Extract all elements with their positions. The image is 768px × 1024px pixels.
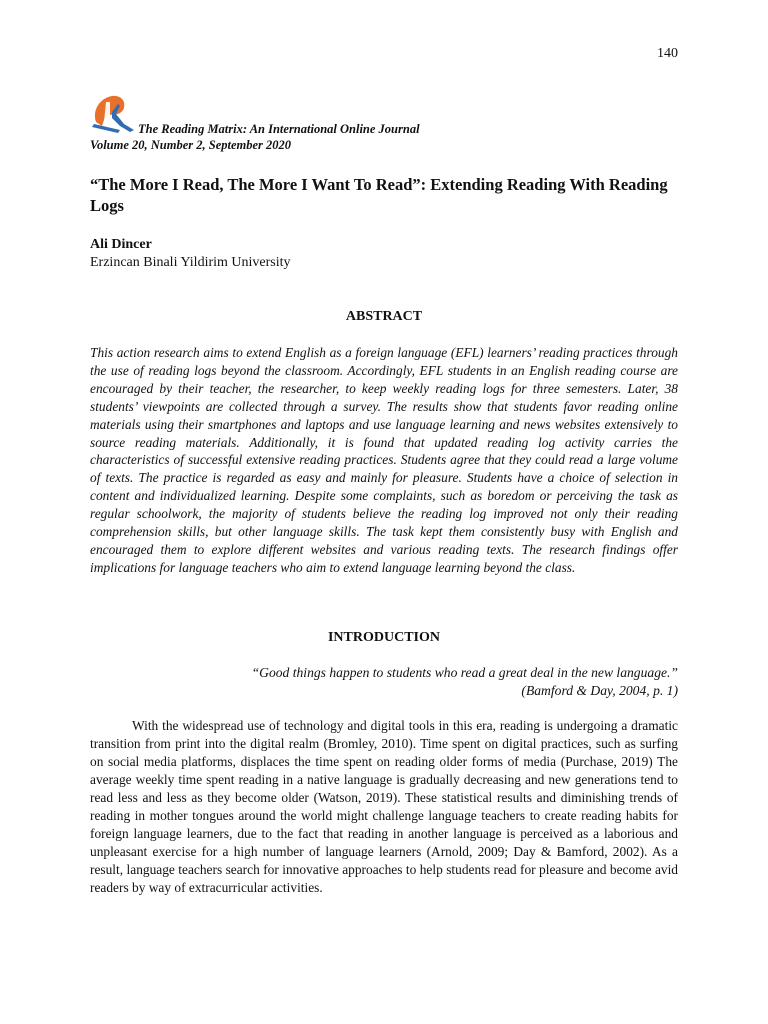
journal-name: The Reading Matrix: An International Online Journal: [138, 122, 420, 136]
introduction-heading: INTRODUCTION: [327, 630, 440, 645]
page-number: 140: [657, 46, 678, 61]
abstract-heading: ABSTRACT: [345, 309, 423, 324]
author-name: Ali Dincer: [90, 237, 152, 252]
abstract-text: This action research aims to extend English as a foreign language (EFL) learners’ reading practices through the use of reading logs beyond the classroom. Accordingly, EFL students in an English reading course are encouraged by their teacher, the researcher, to keep weekly reading logs for three semesters. Later, 38 students’ viewpoints are collected through a survey. The results show that students favor reading online materials using their smartphones and laptops and use language learning and news websites extensively to source reading materials. Additionally, it is found that updated reading log activity carries the characteristics of successful extensive reading practices. Students agree that they could read a large volume of texts. The practice is regarded as easy and mainly for pleasure. Students have a choice of selection in content and individualized learning. Despite some complaints, such as boredom or perceiving the task as regular schoolwork, the majority of students believe the reading log improved not only their reading comprehension skills, but other language skills. The task kept them consistently busy with English and encouraged them to explore different websites and various reading texts. The research findings offer implications for language teachers who aim to extend language learning beyond the class.: [90, 345, 678, 575]
introduction-paragraph: With the widespread use of technology and digital tools in this era, reading is undergoing a dramatic transition from print into the digital realm (Bromley, 2010). Time spent on digital practices, such as surfing on social media platforms, displaces the time spent on reading older forms of media (Purchase, 2019) The average weekly time spent reading in a native language is gradually decreasing and new generations tend to read less and less as they become older (Watson, 2019). These statistical results and diminishing trends of reading in mother tongues around the world might challenge language teachers to create reading habits for foreign language learners, due to the fact that reading in another language is perceived as a laborious and unpleasant exercise for a high number of language learners (Arnold, 2009; Day & Bamford, 2002). As a result, language teachers search for innovative approaches to help students read for pleasure and become avid readers by way of extracurricular activities.: [90, 718, 678, 895]
epigraph: [90, 664, 678, 700]
author-affiliation: Erzincan Binali Yildirim University: [90, 255, 291, 270]
journal-volume: Volume 20, Number 2, September 2020: [90, 138, 292, 152]
epigraph-source: (Bamford & Day, 2004, p. 1): [521, 683, 678, 698]
reading-matrix-logo-icon: [90, 92, 136, 134]
article-title: “The More I Read, The More I Want To Read”: Extending Reading With Reading Logs: [90, 175, 668, 215]
epigraph-quote: “Good things happen to students who read a great deal in the new language.”: [251, 665, 678, 680]
